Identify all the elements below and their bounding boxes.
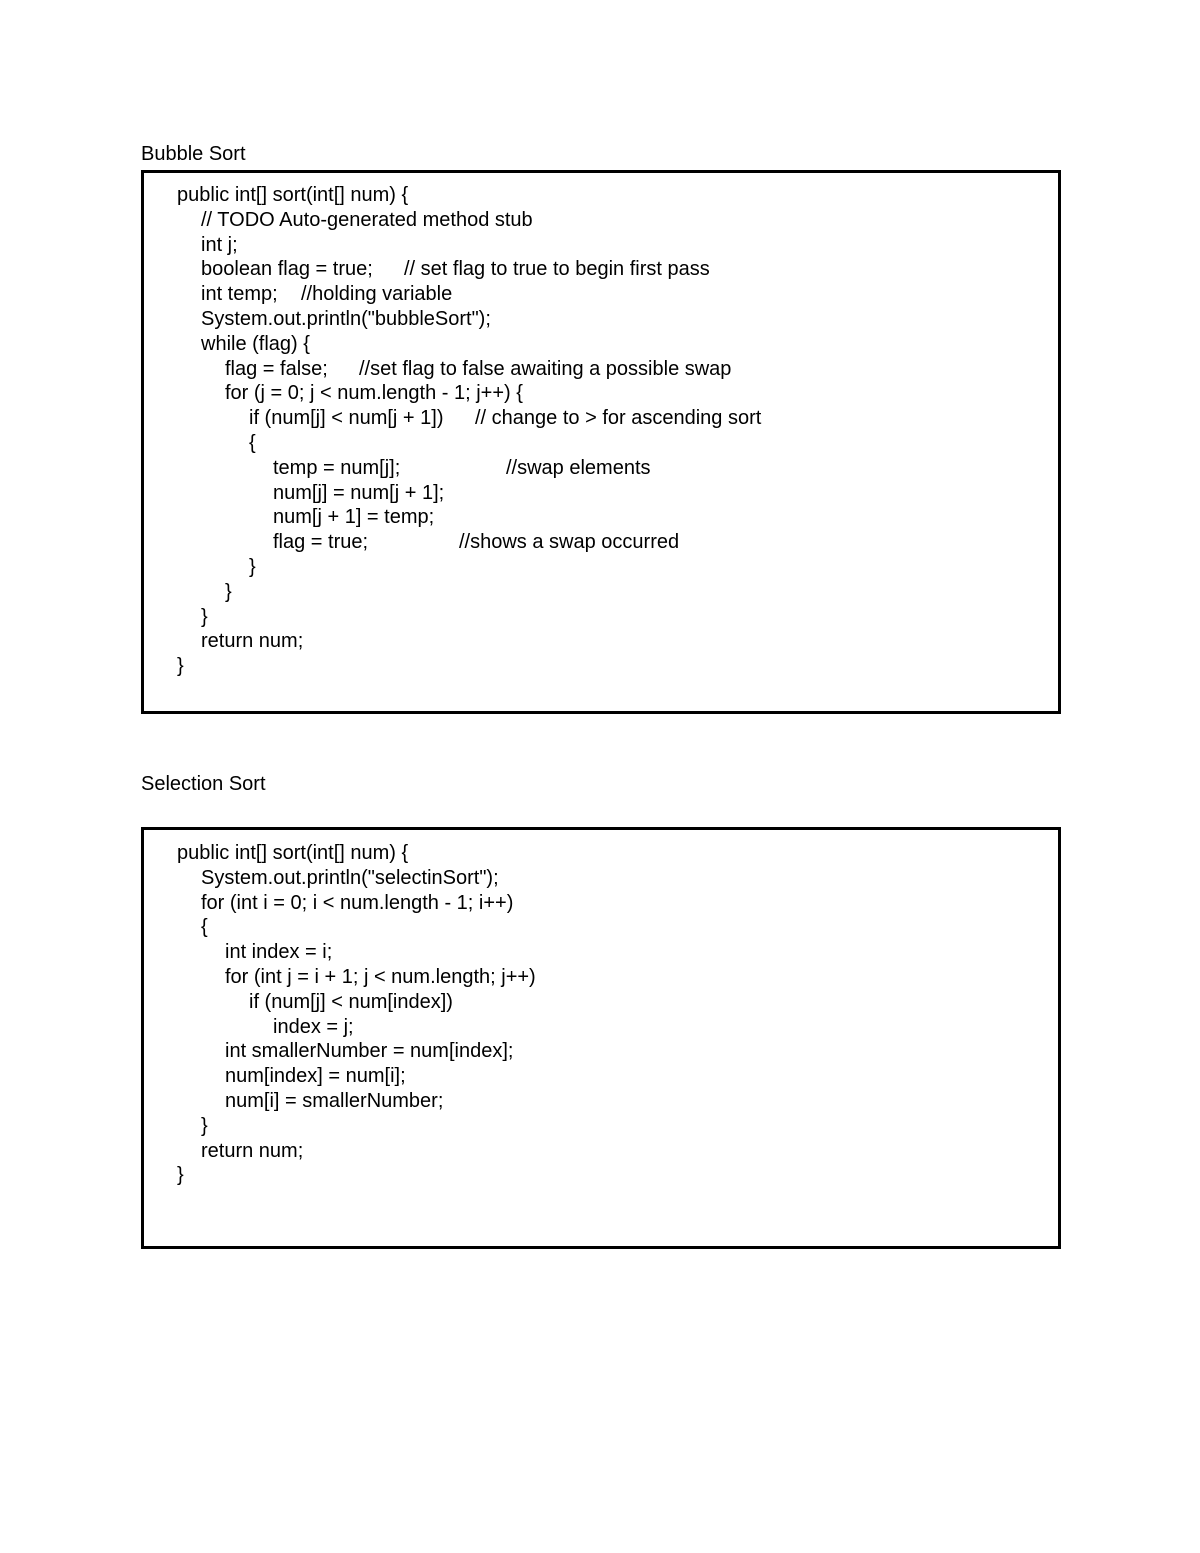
code-text: } — [249, 555, 256, 578]
code-comment: // change to > for ascending sort — [475, 407, 762, 430]
code-text: System.out.println("selectinSort"); — [201, 866, 499, 889]
code-text: int smallerNumber = num[index]; — [225, 1040, 514, 1063]
code-text: int index = i; — [225, 941, 333, 964]
selection-sort-title: Selection Sort — [141, 773, 266, 795]
code-text: if (num[j] < num[index]) — [249, 990, 453, 1013]
code-text: } — [225, 580, 232, 603]
code-text: return num; — [201, 1139, 304, 1162]
code-text: index = j; — [273, 1015, 354, 1038]
code-text: public int[] sort(int[] num) { — [177, 184, 409, 206]
code-text: flag = false; — [225, 357, 328, 380]
code-text: if (num[j] < num[j + 1]) — [249, 407, 444, 430]
code-comment: //holding variable — [301, 283, 453, 306]
code-text: for (j = 0; j < num.length - 1; j++) { — [225, 382, 523, 405]
code-comment: //set flag to false awaiting a possible swap — [359, 357, 732, 380]
code-text: boolean flag = true; — [201, 258, 373, 281]
code-text: public int[] sort(int[] num) { — [177, 842, 409, 864]
code-text: num[i] = smallerNumber; — [225, 1089, 444, 1112]
selection-sort-code-box — [141, 827, 1061, 1249]
code-text: num[index] = num[i]; — [225, 1065, 406, 1088]
code-text: } — [177, 655, 184, 678]
code-comment: //shows a swap occurred — [459, 531, 680, 554]
code-text: } — [177, 1164, 184, 1187]
code-text: } — [201, 1114, 208, 1137]
code-text: for (int j = i + 1; j < num.length; j++) — [225, 965, 536, 988]
code-text: } — [201, 605, 208, 628]
code-text: return num; — [201, 630, 304, 653]
code-comment: // TODO Auto-generated method stub — [201, 208, 533, 231]
code-text: temp = num[j]; — [273, 456, 401, 479]
bubble-sort-title: Bubble Sort — [141, 143, 246, 165]
code-text: int j; — [201, 233, 238, 256]
code-text: System.out.println("bubbleSort"); — [201, 307, 491, 330]
code-text: { — [201, 916, 208, 939]
code-text: while (flag) { — [201, 332, 310, 355]
code-text: flag = true; — [273, 531, 369, 554]
bubble-sort-code-box — [141, 170, 1061, 714]
code-text: int temp; — [201, 283, 278, 306]
code-text: num[j + 1] = temp; — [273, 506, 435, 529]
code-text: { — [249, 431, 256, 454]
code-text: for (int i = 0; i < num.length - 1; i++) — [201, 891, 514, 914]
code-comment: //swap elements — [506, 456, 651, 479]
code-comment: // set flag to true to begin first pass — [404, 258, 710, 281]
code-text: num[j] = num[j + 1]; — [273, 481, 445, 504]
